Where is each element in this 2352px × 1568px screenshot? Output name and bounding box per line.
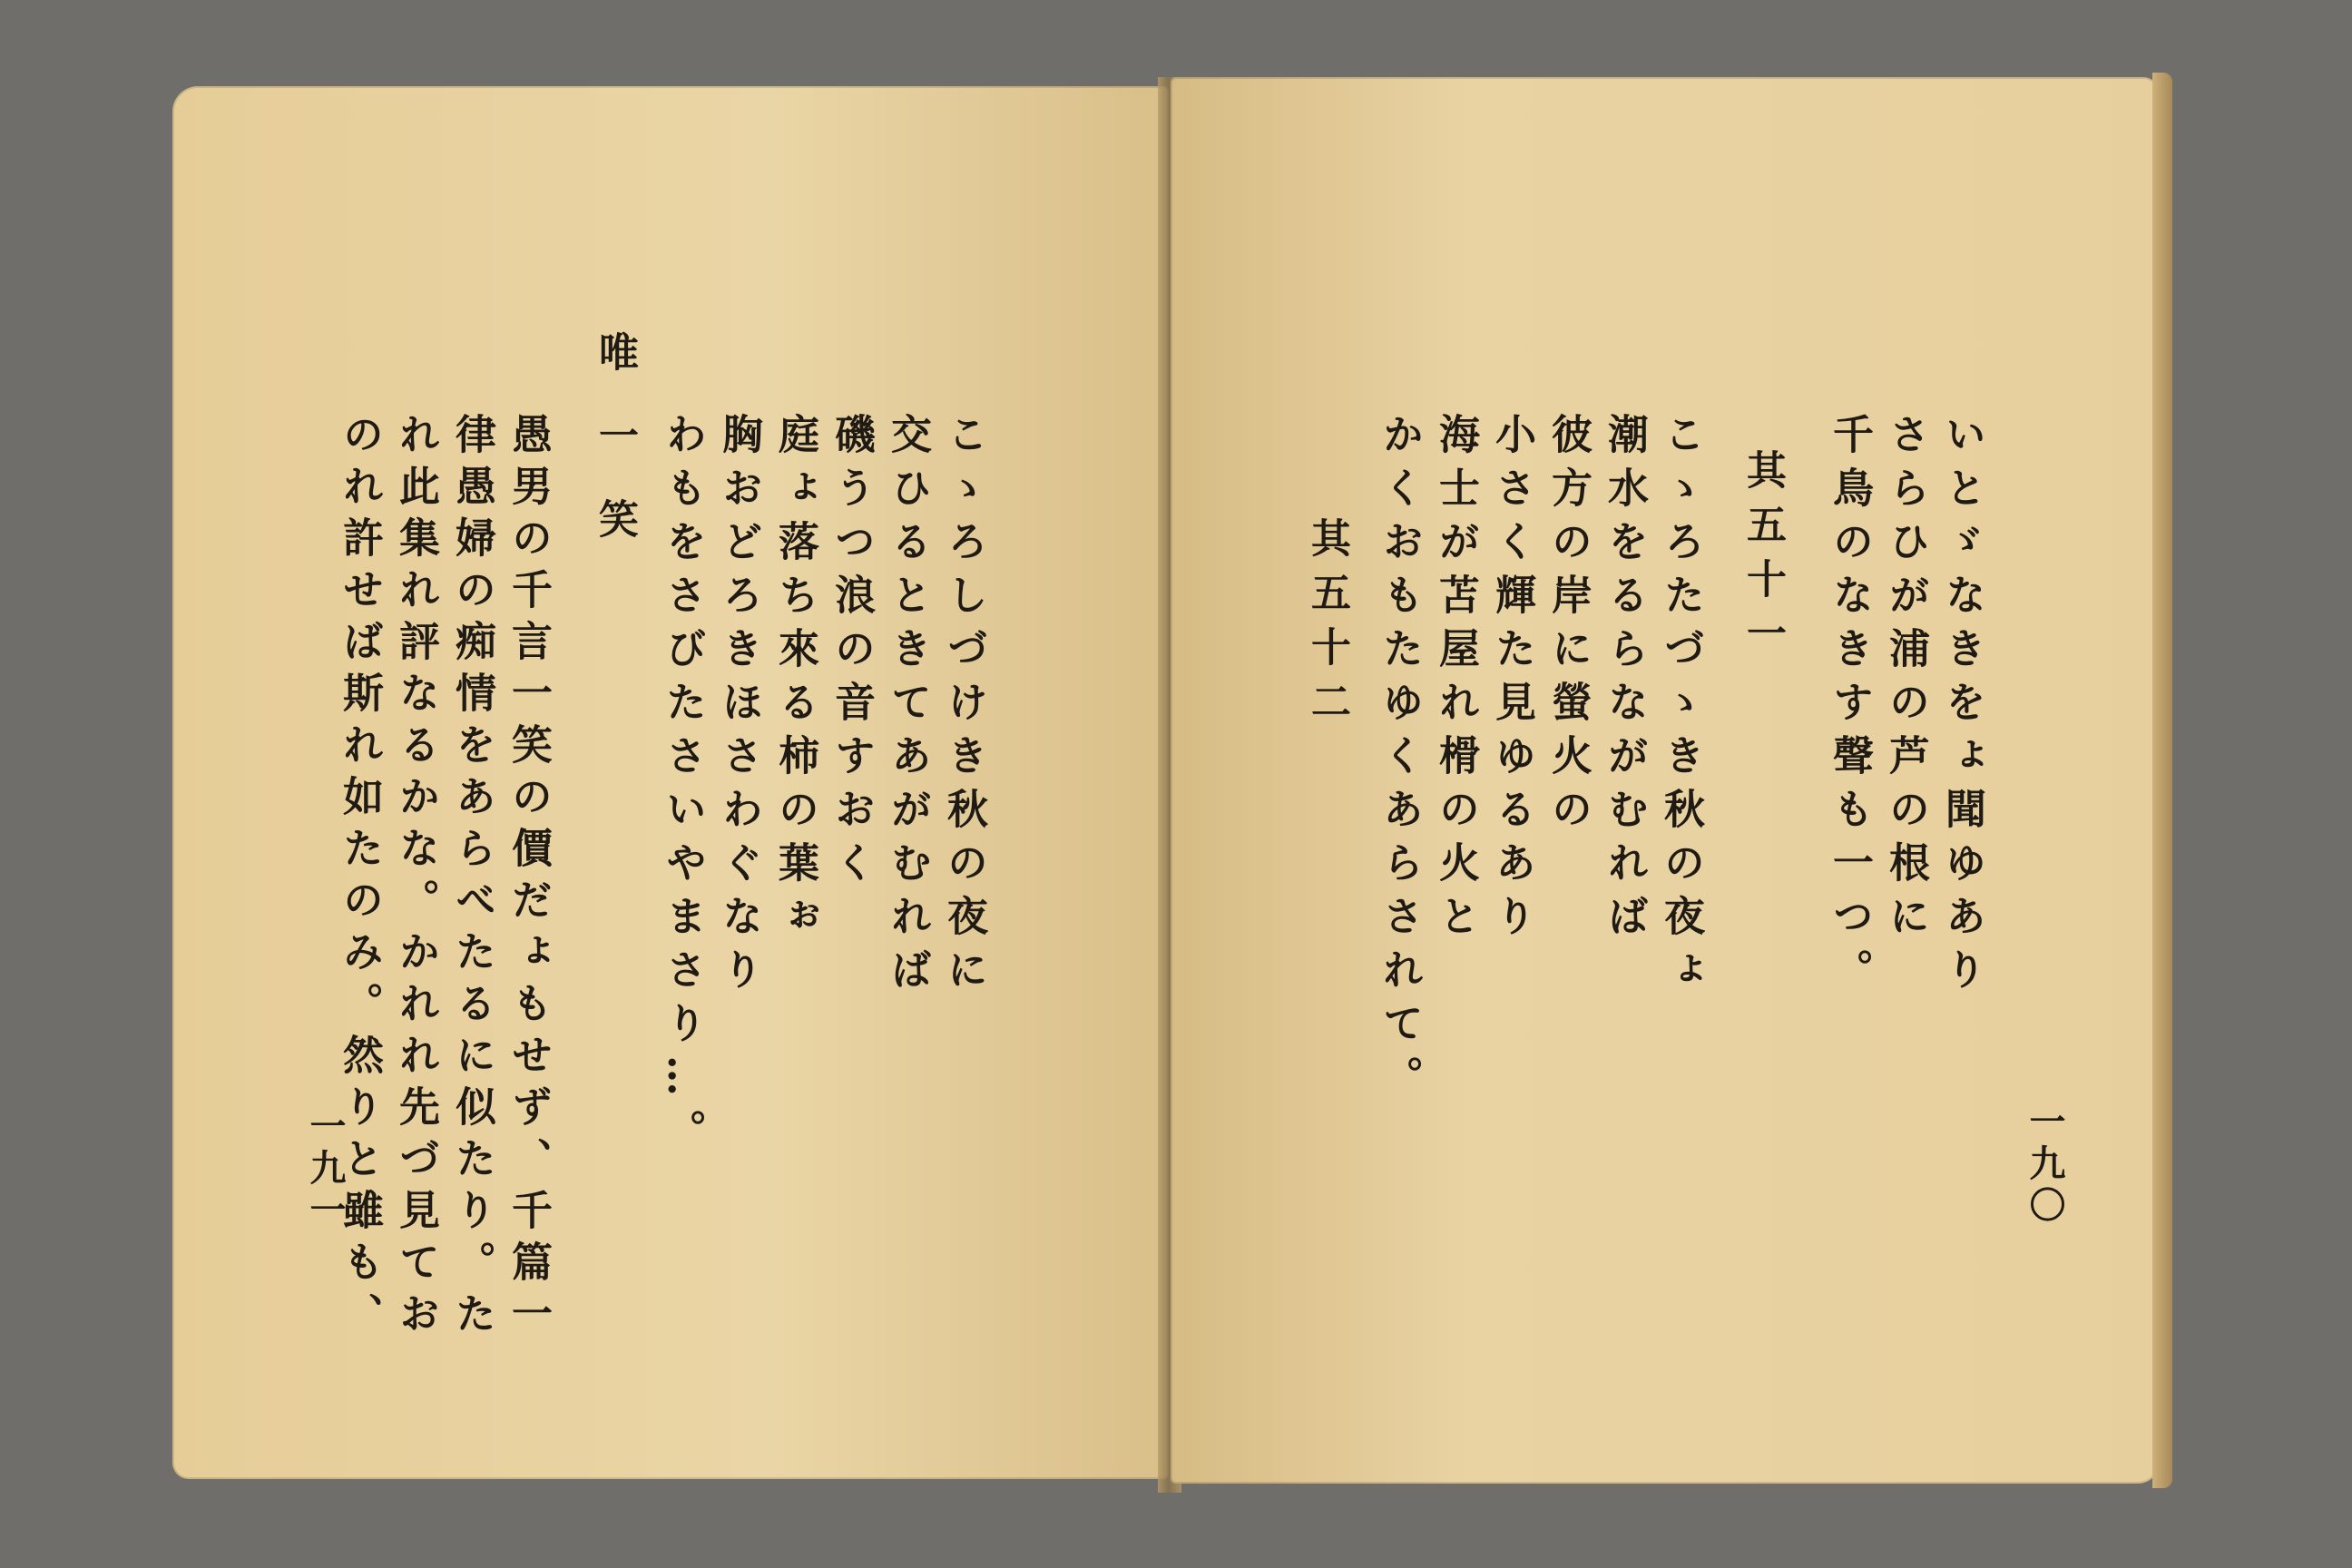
heading-52: 其五十二 [1304, 517, 1350, 735]
poem-51-line-6: かくおもたゆくあらされて。 [1376, 413, 1424, 1109]
left-prose-line-3: れ此集れ評なるかな。かれれ先づ見てお [392, 413, 440, 1344]
poem-51-line-1: こゝろたづゝき秋の夜ょ [1657, 413, 1705, 1002]
heading-51: 其五十一 [1740, 449, 1786, 667]
left-poem-line-5: 胸おどろきほさわぐなり [715, 413, 763, 1002]
left-poem-line-3: 磯うつ浪の音すおく [828, 413, 876, 895]
left-poem-line-6: わもをさびたさいやまさり…。 [659, 413, 707, 1162]
show-through-text [1007, 272, 1059, 370]
left-prose-line-1: 愚男の千言一笑の價だょもせず、千篇一 [505, 413, 553, 1344]
left-prose-line-2: 律愚婦の痴情をあらべたるに似たり。た [448, 413, 496, 1344]
right-poem-line-1: いとゞなきをょ聞ゆあり [1938, 413, 1986, 1002]
left-prose-line-4: のれ許せば斯れ如たのみ。然りと雖も、 [336, 413, 384, 1344]
right-page-number: 一九〇 [2024, 1102, 2066, 1228]
poem-51-line-4: 小さく輝た見ゆるあり [1488, 413, 1536, 948]
left-poem-line-2: 交ひるときてあがむれば [884, 413, 932, 1002]
poem-51-line-3: 彼方の岸に螢火の [1544, 413, 1592, 841]
poem-51-line-5: 海士が苫屋れ榾の火と [1432, 413, 1480, 948]
left-page-number: 一九一 [304, 1107, 347, 1232]
right-poem-line-3: 千鳥のなきす聲も一つ。 [1826, 413, 1874, 1002]
right-poem-line-2: さらひが浦の芦の根に [1882, 413, 1930, 948]
left-poem-line-4: 庭ょ落ち來る柿の葉ぉ [771, 413, 819, 948]
left-poem-line-1: こゝろしづけき秋の夜に [940, 413, 988, 1002]
section-title: 唯一笑 [592, 331, 638, 582]
page-edge [2152, 73, 2172, 1488]
poem-51-line-2: 潮水をるらながむれば [1601, 413, 1649, 948]
